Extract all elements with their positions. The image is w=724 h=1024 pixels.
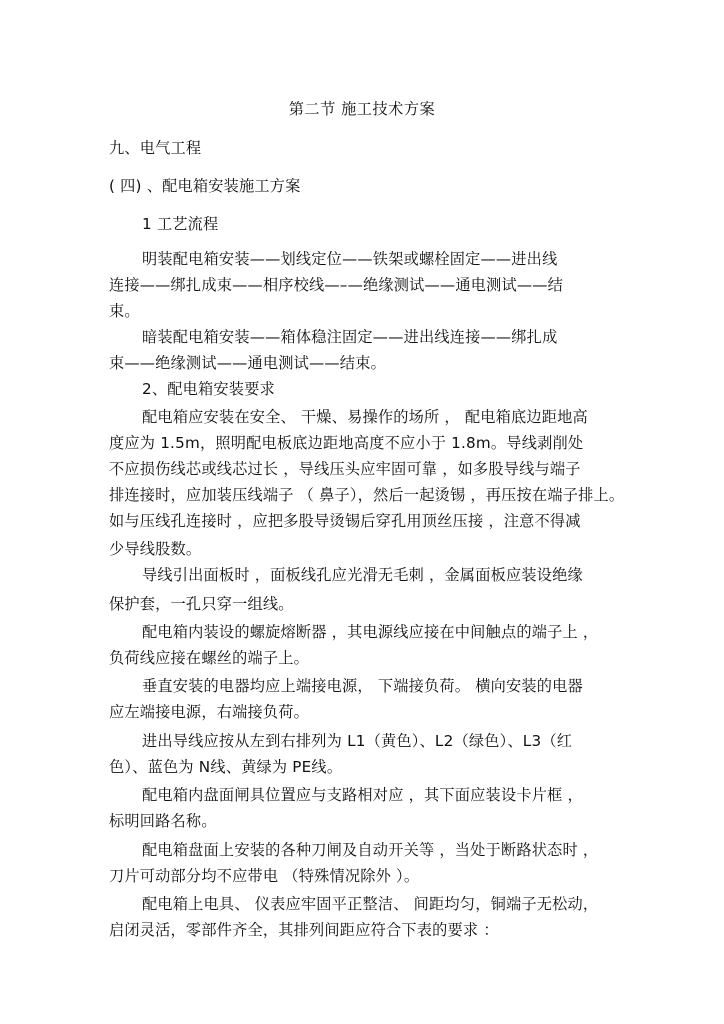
step-heading: 2、配电箱安装要求 xyxy=(142,380,275,398)
paragraph-line: 明装配电箱安装——划线定位——铁架或螺栓固定——进出线 xyxy=(142,250,558,268)
subsection-heading: ( 四) 、配电箱安装施工方案 xyxy=(109,177,301,195)
paragraph-line: 暗装配电箱安装——箱体稳注固定——进出线连接——绑扎成 xyxy=(142,328,558,346)
paragraph-line: 应左端接电源，右端接负荷。 xyxy=(109,703,310,721)
paragraph-line: 连接——绑扎成束——相序校线—–—绝缘测试——通电测试——结 xyxy=(109,276,564,294)
paragraph-line: 负荷线应接在螺丝的端子上。 xyxy=(109,649,310,667)
paragraph-line: 配电箱上电具、 仪表应牢固平正整洁、 间距均匀，铜端子无松动， xyxy=(142,895,599,913)
paragraph-line: 进出导线应按从左到右排列为 L1（黄色）、L2（绿色）、L3（红 xyxy=(142,732,573,750)
paragraph-line: 少导线股数。 xyxy=(109,540,202,558)
paragraph-line: 束。 xyxy=(109,302,140,320)
paragraph-line: 垂直安装的电器均应上端接电源， 下端接负荷。 横向安装的电器 xyxy=(142,677,583,695)
paragraph-line: 保护套，一孔只穿一组线。 xyxy=(109,595,294,613)
paragraph-line: 束——绝缘测试——通电测试——结束。 xyxy=(109,354,386,372)
paragraph-line: 不应损伤线芯或线芯过长 ，导线压头应牢固可靠 ，如多股导线与端子 xyxy=(109,460,581,478)
paragraph-line: 配电箱盘面上安装的各种刀闸及自动开关等 ，当处于断路状态时 ， xyxy=(142,841,599,859)
paragraph-line: 如与压线孔连接时 ，应把多股导烫锡后穿孔用顶丝压接 ，注意不得减 xyxy=(109,512,581,530)
paragraph-line: 色）、蓝色为 N线、黄绿为 PE线。 xyxy=(109,758,343,776)
page-title: 第二节 施工技术方案 xyxy=(288,100,436,118)
paragraph-line: 度应为 1.5m，照明配电板底边距地高度不应小于 1.8m。导线剥削处 xyxy=(109,434,584,452)
paragraph-line: 导线引出面板时 ，面板线孔应光滑无毛刺 ，金属面板应装设绝缘 xyxy=(142,566,583,584)
paragraph-line: 排连接时，应加装压线端子 （ 鼻子），然后一起烫锡 ，再压按在端子排上。 xyxy=(109,486,625,504)
paragraph-line: 启闭灵活，零部件齐全，其排列间距应符合下表的要求 ： xyxy=(109,921,499,939)
paragraph-line: 配电箱内装设的螺旋熔断器 ，其电源线应接在中间触点的端子上 ， xyxy=(142,623,599,641)
paragraph-line: 标明回路名称。 xyxy=(109,812,217,830)
paragraph-line: 配电箱内盘面闸具位置应与支路相对应 ，其下面应装设卡片框 ， xyxy=(142,786,583,804)
step-heading: 1 工艺流程 xyxy=(142,215,219,233)
paragraph-line: 刀片可动部分均不应带电 （特殊情况除外 ）。 xyxy=(109,867,420,885)
paragraph-line: 配电箱应安装在安全、 干燥、易操作的场所 ， 配电箱底边距地高 xyxy=(142,408,588,426)
section-heading: 九、电气工程 xyxy=(109,139,202,157)
